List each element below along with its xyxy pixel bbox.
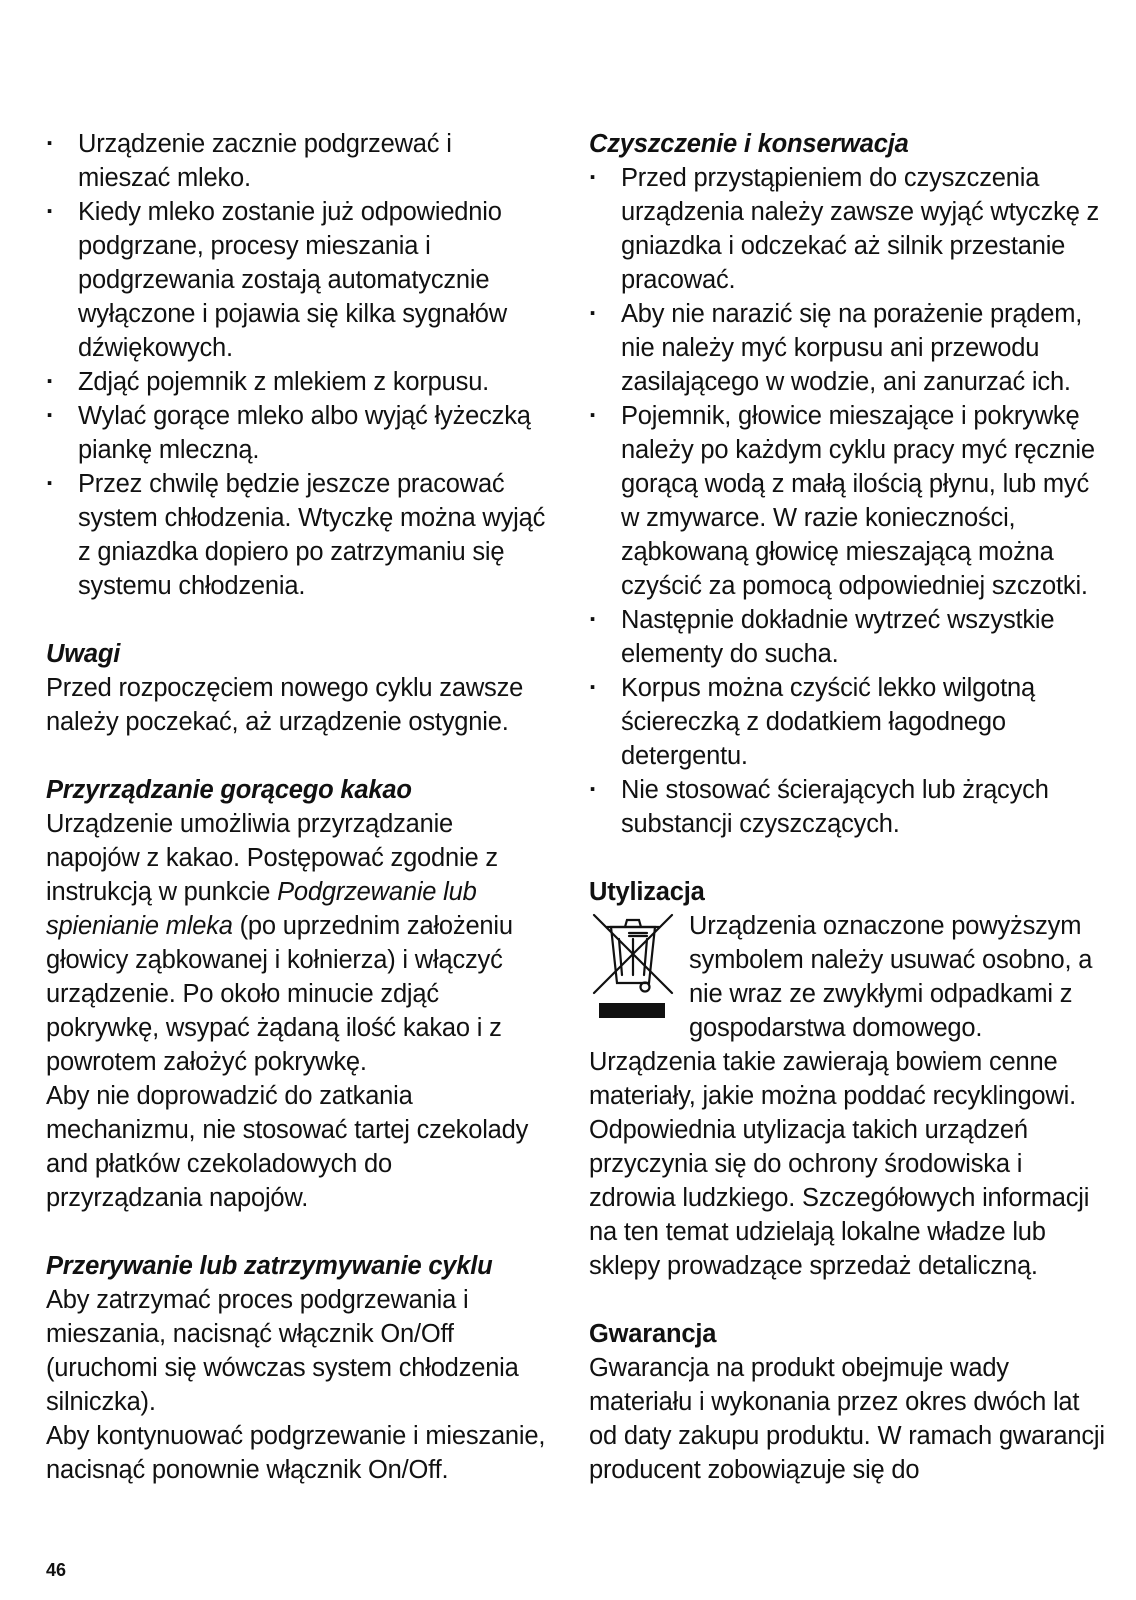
list-item: · Wylać gorące mleko albo wyjąć łyżeczką piankę mleczną. (46, 399, 546, 467)
list-item: · Aby nie narazić się na porażenie prądem, nie należy myć korpusu ani przewodu zasilającego w wodzie, ani zanurzać ich. (589, 297, 1109, 399)
stop-heading: Przerywanie lub zatrzymywanie cyklu (46, 1252, 493, 1280)
bullet-list-top (46, 127, 546, 603)
cleaning-list (589, 161, 1109, 841)
right-column (589, 127, 1109, 1487)
cocoa-text: Urządzenie umożliwia przyrządzanie napojów z kakao. Postępować zgodnie z instrukcją w punkcie Podgrzewanie lub spienianie mleka (po uprzednim założeniu głowicy ząbkowanej i kołnierza) i włączyć urządzenie. Po około minucie zdjąć pokrywkę, wsypać żądaną ilość kakao i z powrotem założyć pokrywkę. (46, 810, 513, 1076)
list-item: · Przez chwilę będzie jeszcze pracować system chłodzenia. Wtyczkę można wyjąć z gniazdka dopiero po zatrzymaniu się systemu chłodzenia. (46, 467, 546, 603)
list-item: · Zdjąć pojemnik z mlekiem z korpusu. (46, 365, 546, 399)
notes-heading: Uwagi (46, 640, 121, 668)
page-number: 46 (46, 1560, 67, 1580)
disposal-block (589, 909, 1109, 1045)
list-item: · Urządzenie zacznie podgrzewać i mieszać mleko. (46, 127, 546, 195)
list-item: · Następnie dokładnie wytrzeć wszystkie elementy do sucha. (589, 603, 1109, 671)
left-column (46, 127, 546, 1487)
list-item: · Pojemnik, głowice mieszające i pokrywkę należy po każdym cyklu pracy myć ręcznie gorącą wodą z małą ilością płynu, lub myć w zmywarce. W razie konieczności, ząbkowaną głowicę mieszającą można czyścić za pomocą odpowiedniej szczotki. (589, 399, 1109, 603)
stop-text-1: Aby zatrzymać proces podgrzewania i mieszania, nacisnąć włącznik On/Off (uruchomi się wówczas system chłodzenia silniczka). (46, 1286, 519, 1416)
list-item: · Kiedy mleko zostanie już odpowiednio podgrzane, procesy mieszania i podgrzewania zostają automatycznie wyłączone i pojawia się kilka sygnałów dźwiękowych. (46, 195, 546, 365)
cocoa-text-2: Aby nie doprowadzić do zatkania mechanizmu, nie stosować tartej czekolady and płatków czekoladowych do przyrządzania napojów. (46, 1082, 529, 1212)
cocoa-reference: Podgrzewanie lub spienianie mleka (46, 878, 477, 940)
notes-text: Przed rozpoczęciem nowego cyklu zawsze należy poczekać, aż urządzenie ostygnie. (46, 674, 524, 736)
warranty-heading: Gwarancja (589, 1320, 717, 1348)
list-item: · Nie stosować ścierających lub żrących substancji czyszczących. (589, 773, 1109, 841)
stop-text-2: Aby kontynuować podgrzewanie i mieszanie, nacisnąć ponownie włącznik On/Off. (46, 1422, 546, 1484)
disposal-symbol-text: Urządzenia oznaczone powyższym symbolem należy usuwać osobno, a nie wraz ze zwykłymi odpadkami z gospodarstwa domowego. (689, 912, 1093, 1042)
list-item: · Korpus można czyścić lekko wilgotną ściereczką z dodatkiem łagodnego detergentu. (589, 671, 1109, 773)
disposal-text: Urządzenia takie zawierają bowiem cenne materiały, jakie można poddać recyklingowi. Odpowiednia utylizacja takich urządzeń przyczynia się do ochrony środowiska i zdrowia ludzkiego. Szczegółowych informacji na ten temat udzielają lokalne władze lub sklepy prowadzące sprzedaż detaliczną. (589, 1048, 1090, 1280)
crossed-out-wheelie-bin-icon (589, 909, 689, 1037)
warranty-text: Gwarancja na produkt obejmuje wady materiału i wykonania przez okres dwóch lat od daty zakupu produktu. W ramach gwarancji producent zobowiązuje się do (589, 1354, 1105, 1484)
cleaning-heading: Czyszczenie i konserwacja (589, 130, 909, 158)
disposal-heading: Utylizacja (589, 878, 705, 906)
cocoa-heading: Przyrządzanie gorącego kakao (46, 776, 412, 804)
list-item: · Przed przystąpieniem do czyszczenia urządzenia należy zawsze wyjąć wtyczkę z gniazdka i odczekać aż silnik przestanie pracować. (589, 161, 1109, 297)
